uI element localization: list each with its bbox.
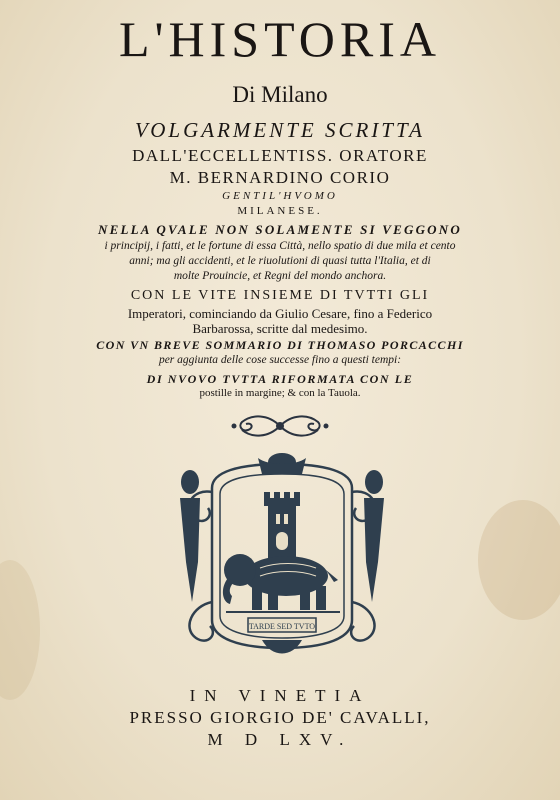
line-milanese: MILANESE.	[237, 205, 323, 217]
imprint-date: M D LXV.	[207, 730, 353, 749]
imprint-place: IN VINETIA	[189, 686, 371, 705]
line-barbarossa: Barbarossa, scritte dal medesimo.	[192, 321, 368, 336]
line-imperatori: Imperatori, cominciando da Giulio Cesare, fino a Federico	[127, 306, 433, 321]
line-con-le-vite: CON LE VITE INSIEME DI TVTTI GLI	[130, 288, 430, 303]
description-line-3: molte Prouincie, et Regni del mondo anchora.	[173, 270, 387, 282]
line-author-title: DALL'ECCELLENTISS. ORATORE	[132, 146, 428, 165]
paper-stain	[0, 560, 40, 700]
line-postille: postille in margine; & con la Tauola.	[199, 387, 361, 399]
line-nella-quale: NELLA QVALE NON SOLAMENTE SI VEGGONO	[98, 222, 462, 237]
printer-device-elephant-tower	[168, 452, 396, 662]
line-volgarmente: VOLGARMENTE SCRITTA	[135, 118, 425, 142]
line-breve-sommario: CON VN BREVE SOMMARIO DI THOMASO PORCACCHI	[96, 338, 464, 352]
description-line-2: anni; ma gli accidenti, et le riuolutioni di quasi tutta l'Italia, et di	[129, 255, 431, 267]
paper-stain	[478, 500, 560, 620]
device-motto: TARDE SED TVTO	[248, 622, 316, 631]
line-di-nuovo: DI NVOVO TVTTA RIFORMATA CON LE	[146, 372, 414, 386]
line-per-aggiunta: per aggiunta delle cose successe fino a questi tempi:	[158, 354, 402, 366]
description-line-1: i principij, i fatti, et le fortune di essa Città, nello spatio di due mila et cento	[104, 240, 456, 252]
imprint-printer: PRESSO GIORGIO DE' CAVALLI,	[129, 708, 431, 727]
fleuron-ornament-icon	[228, 410, 332, 442]
book-title: L'HISTORIA	[119, 11, 441, 67]
line-gentilhuomo: GENTIL'HVOMO	[222, 190, 338, 202]
book-subtitle: Di Milano	[232, 82, 328, 107]
line-author-name: M. BERNARDINO CORIO	[169, 168, 391, 187]
